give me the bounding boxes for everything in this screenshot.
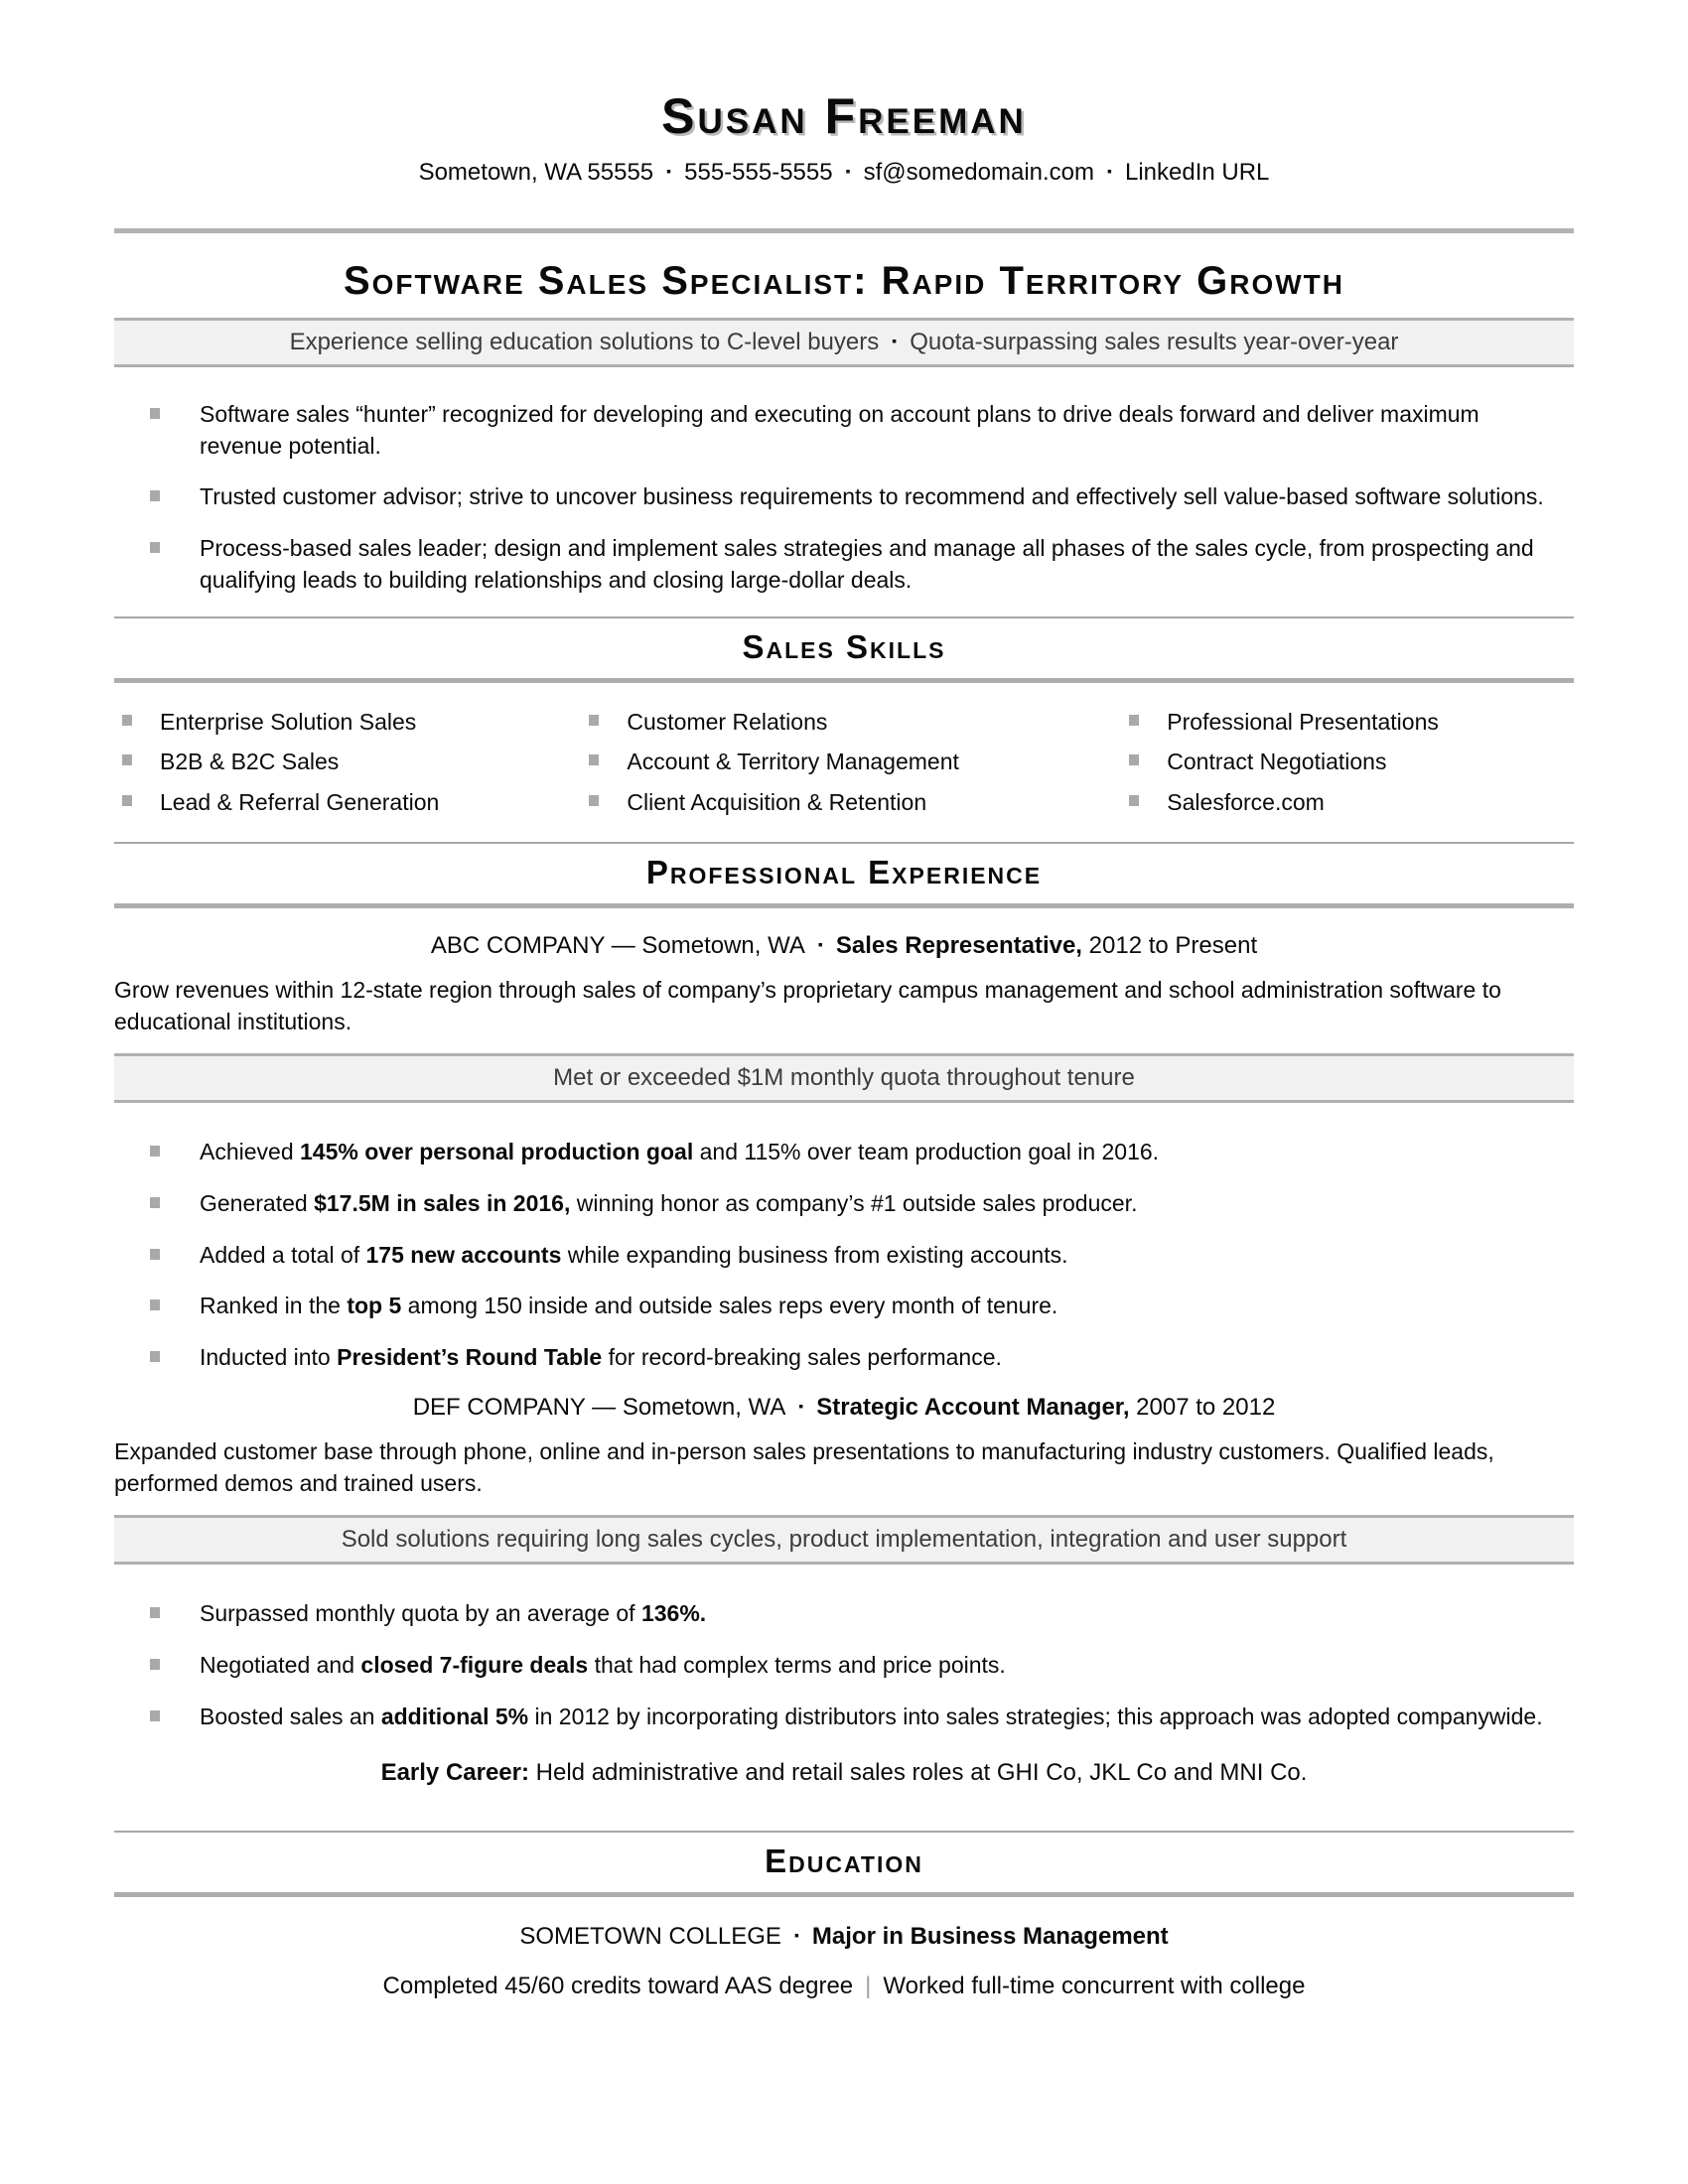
bullet-bold-text: additional 5% bbox=[380, 1703, 529, 1729]
bullet-text: Inducted into bbox=[200, 1344, 338, 1371]
early-career-label: Early Career: bbox=[380, 1758, 529, 1786]
person-name: Susan Freeman bbox=[661, 88, 1027, 144]
skill-item bbox=[1121, 747, 1574, 778]
bullet-square-icon bbox=[122, 795, 132, 806]
bullet-square-icon bbox=[150, 1249, 160, 1260]
separator-square-icon: ▪ bbox=[845, 163, 851, 179]
bullet-text: Achieved bbox=[200, 1139, 301, 1165]
skill-item bbox=[1121, 787, 1574, 819]
bullet-bold-text: 136%. bbox=[640, 1600, 707, 1627]
contact-line bbox=[114, 159, 1574, 187]
bullet-square-icon bbox=[150, 542, 160, 553]
bullet-square-icon bbox=[150, 1146, 160, 1157]
job-achievements-abc bbox=[114, 1137, 1574, 1374]
job-description: Expanded customer base through phone, online and in-person sales presentations to manufacturing industry customers. Qualified leads, performed demos and trained users. bbox=[114, 1437, 1494, 1497]
education-details-line bbox=[114, 1973, 1574, 2000]
achievement-bullet bbox=[114, 1650, 1574, 1682]
bullet-square-icon bbox=[150, 408, 160, 419]
job-dates: 2012 to Present bbox=[1081, 931, 1258, 959]
skill-item bbox=[581, 787, 1121, 819]
summary-bullet bbox=[114, 399, 1574, 462]
bullet-bold-text: closed 7-figure deals bbox=[360, 1652, 589, 1679]
bullet-square-icon bbox=[589, 715, 599, 726]
bullet-square-icon bbox=[589, 754, 599, 765]
skills-grid bbox=[114, 707, 1574, 828]
education-credits: Completed 45/60 credits toward AAS degree bbox=[382, 1972, 854, 1999]
company-name: ABC COMPANY — Sometown, WA bbox=[430, 931, 805, 959]
achievement-bullet bbox=[114, 1291, 1574, 1322]
achievement-bullet bbox=[114, 1188, 1574, 1220]
bullet-text: for record-breaking sales performance. bbox=[602, 1344, 1002, 1371]
bullet-square-icon bbox=[150, 1710, 160, 1721]
section-sales-skills bbox=[114, 616, 1574, 683]
separator-square-icon: ▪ bbox=[666, 163, 672, 179]
skill-label: Professional Presentations bbox=[1167, 708, 1439, 735]
bullet-text: and 115% over team production goal in 2016. bbox=[693, 1139, 1160, 1165]
summary-bullet bbox=[114, 481, 1574, 513]
skill-item bbox=[114, 747, 581, 778]
job-header-abc bbox=[114, 932, 1574, 960]
bullet-square-icon bbox=[150, 1659, 160, 1670]
bullet-text: Boosted sales an bbox=[200, 1703, 381, 1729]
school-name: SOMETOWN COLLEGE bbox=[519, 1922, 781, 1950]
section-heading: Education bbox=[765, 1842, 923, 1879]
summary-bullet bbox=[114, 533, 1574, 596]
job-highlight: Met or exceeded $1M monthly quota throughout tenure bbox=[114, 1053, 1574, 1103]
bullet-text: Trusted customer advisor; strive to uncover business requirements to recommend and effectively sell value-based software solutions. bbox=[200, 483, 1544, 510]
job-description: Grow revenues within 12-state region through sales of company’s proprietary campus management and school administration software to educational institutions. bbox=[114, 976, 1501, 1035]
bullet-text: among 150 inside and outside sales reps every month of tenure. bbox=[401, 1293, 1058, 1319]
degree-major: Major in Business Management bbox=[811, 1922, 1169, 1950]
job-achievements-def bbox=[114, 1598, 1574, 1732]
bullet-text: Ranked in the bbox=[200, 1293, 348, 1319]
early-career-text: Held administrative and retail sales roles at GHI Co, JKL Co and MNI Co. bbox=[529, 1758, 1308, 1786]
subtitle-right: Quota-surpassing sales results year-over-year bbox=[910, 329, 1399, 355]
job-title: Sales Representative, bbox=[835, 931, 1082, 959]
company-name: DEF COMPANY — Sometown, WA bbox=[412, 1393, 786, 1421]
bullet-text: Negotiated and bbox=[200, 1652, 361, 1679]
bullet-text: while expanding business from existing accounts. bbox=[561, 1241, 1068, 1268]
skill-item bbox=[114, 787, 581, 819]
pipe-separator: | bbox=[865, 1972, 872, 1999]
skill-item bbox=[581, 747, 1121, 778]
skill-label: Contract Negotiations bbox=[1167, 749, 1387, 775]
bullet-square-icon bbox=[589, 795, 599, 806]
separator-square-icon: ▪ bbox=[817, 935, 823, 952]
bullet-square-icon bbox=[122, 754, 132, 765]
section-heading: Sales Skills bbox=[742, 627, 946, 665]
bullet-square-icon bbox=[1129, 795, 1139, 806]
skill-item bbox=[1121, 707, 1574, 739]
bullet-text: Generated bbox=[200, 1189, 315, 1216]
bullet-text: that had complex terms and price points. bbox=[588, 1652, 1006, 1679]
bullet-text: in 2012 by incorporating distributors into sales strategies; this approach was adopted companywide. bbox=[528, 1703, 1543, 1729]
separator-square-icon: ▪ bbox=[1107, 163, 1112, 179]
headline-subtitle bbox=[114, 318, 1574, 367]
education-school-line bbox=[114, 1923, 1574, 1951]
job-dates: 2007 to 2012 bbox=[1129, 1393, 1276, 1421]
early-career-line bbox=[114, 1759, 1574, 1787]
skill-label: Account & Territory Management bbox=[627, 749, 959, 775]
resume-title: Software Sales Specialist: Rapid Territory Growth bbox=[343, 259, 1345, 303]
achievement-bullet bbox=[114, 1702, 1574, 1733]
skill-label: Customer Relations bbox=[627, 708, 828, 735]
job-highlight: Sold solutions requiring long sales cycles, product implementation, integration and user support bbox=[114, 1515, 1574, 1565]
bullet-text: winning honor as company’s #1 outside sales producer. bbox=[570, 1189, 1138, 1216]
separator-square-icon: ▪ bbox=[793, 1926, 799, 1943]
bullet-text: Software sales “hunter” recognized for developing and executing on account plans to drive deals forward and deliver maximum revenue potential. bbox=[200, 401, 1479, 459]
bullet-bold-text: $17.5M in sales in 2016, bbox=[314, 1189, 571, 1216]
bullet-text: Added a total of bbox=[200, 1241, 366, 1268]
bullet-square-icon bbox=[150, 1351, 160, 1362]
bullet-text: Surpassed monthly quota by an average of bbox=[200, 1600, 641, 1627]
summary-list bbox=[114, 399, 1574, 597]
section-education bbox=[114, 1831, 1574, 1897]
subtitle-left: Experience selling education solutions to C-level buyers bbox=[289, 329, 880, 355]
achievement-bullet bbox=[114, 1342, 1574, 1374]
skill-item bbox=[581, 707, 1121, 739]
bullet-square-icon bbox=[1129, 715, 1139, 726]
contact-location: Sometown, WA 55555 bbox=[418, 159, 654, 186]
job-title: Strategic Account Manager, bbox=[816, 1393, 1130, 1421]
skill-label: B2B & B2C Sales bbox=[160, 749, 340, 775]
skills-column bbox=[581, 707, 1121, 828]
bullet-square-icon bbox=[1129, 754, 1139, 765]
contact-email: sf@somedomain.com bbox=[863, 159, 1095, 186]
skill-label: Client Acquisition & Retention bbox=[627, 789, 927, 816]
skill-label: Lead & Referral Generation bbox=[160, 789, 440, 816]
achievement-bullet bbox=[114, 1598, 1574, 1630]
achievement-bullet bbox=[114, 1137, 1574, 1168]
bullet-square-icon bbox=[150, 1607, 160, 1618]
section-heading: Professional Experience bbox=[645, 853, 1043, 890]
bullet-bold-text: President’s Round Table bbox=[337, 1344, 603, 1371]
header-divider bbox=[114, 228, 1574, 233]
job-header-def bbox=[114, 1394, 1574, 1422]
bullet-bold-text: 175 new accounts bbox=[365, 1241, 562, 1268]
bullet-square-icon bbox=[150, 490, 160, 501]
bullet-square-icon bbox=[150, 1299, 160, 1310]
skill-label: Enterprise Solution Sales bbox=[160, 708, 417, 735]
skills-column bbox=[1121, 707, 1574, 828]
achievement-bullet bbox=[114, 1240, 1574, 1272]
separator-square-icon: ▪ bbox=[798, 1397, 804, 1414]
separator-square-icon: ▪ bbox=[892, 333, 898, 348]
skill-item bbox=[114, 707, 581, 739]
bullet-bold-text: top 5 bbox=[347, 1293, 402, 1319]
education-note: Worked full-time concurrent with college bbox=[883, 1972, 1306, 1999]
bullet-bold-text: 145% over personal production goal bbox=[300, 1139, 694, 1165]
contact-linkedin: LinkedIn URL bbox=[1124, 159, 1270, 186]
bullet-square-icon bbox=[122, 715, 132, 726]
skill-label: Salesforce.com bbox=[1167, 789, 1325, 816]
section-professional-experience bbox=[114, 842, 1574, 908]
bullet-text: Process-based sales leader; design and implement sales strategies and manage all phases of the sales cycle, from prospecting and qualifying leads to building relationships and closing large-dollar deals. bbox=[200, 535, 1534, 593]
skills-column bbox=[114, 707, 581, 828]
bullet-square-icon bbox=[150, 1197, 160, 1208]
contact-phone: 555-555-5555 bbox=[684, 159, 833, 186]
